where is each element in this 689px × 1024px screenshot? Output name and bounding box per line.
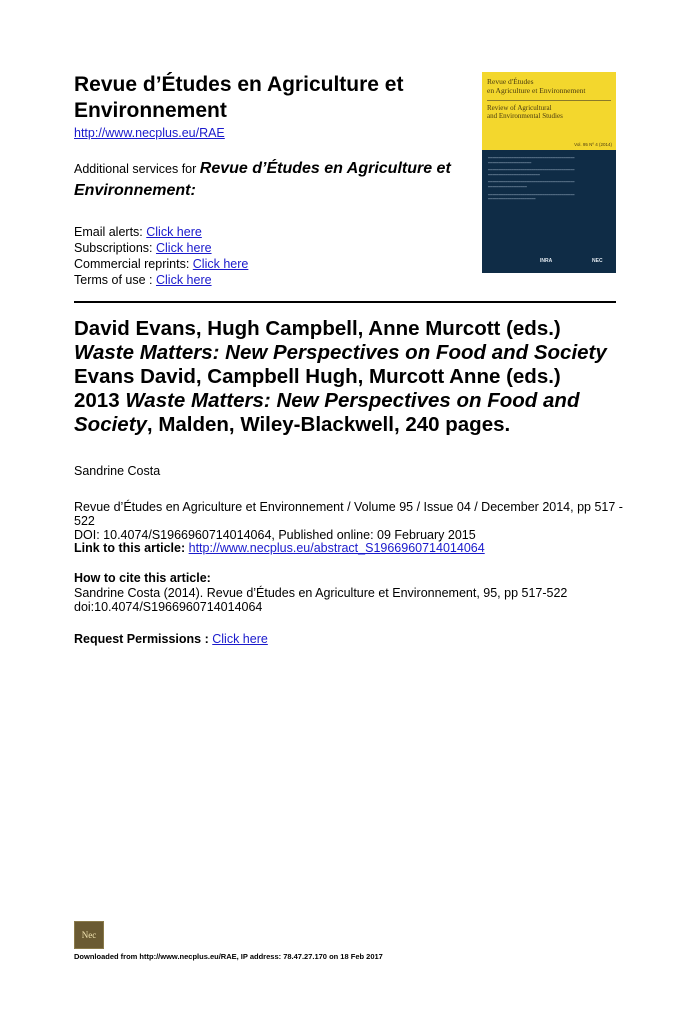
email-alerts-label: Email alerts: bbox=[74, 225, 147, 239]
cover-contents-lines: ━━━━━━━━━━━━━━━━━━━━━━━━━━━━━━━━━━━━━━━━ ━━━━━━━━━━━━━━━━━━━━ ━━━━━━━━━━━━━━━━━━━━━━━━━━━━━━━━━━━━━━━━ ━━━━━━━━━━━━━━━━━━━━━━━━ ━━━━━━━━━━━━━━━━━━━━━━━━━━━━━━━━━━━━━━━━ ━━━━━━━━━━━━━━━━━━ ━━━━━━━━━━━━━━━━━━━━━━━━━━━━━━━━━━━━━━━━ ━━━━━━━━━━━━━━━━━━━━━━ bbox=[488, 156, 575, 202]
subscriptions-row bbox=[74, 240, 248, 256]
article-author: Sandrine Costa bbox=[74, 464, 161, 478]
citation-journal-line: Revue d’Études en Agriculture et Environnement / Volume 95 / Issue 04 / December 2014, pp 517 - 522 bbox=[74, 500, 623, 528]
how-to-cite-line1: Sandrine Costa (2014). Revue d’Études en Agriculture et Environnement, 95, pp 517-522 bbox=[74, 585, 568, 600]
subscriptions-link[interactable]: Click here bbox=[155, 241, 212, 255]
cover-subtitle-line2: and Environmental Studies bbox=[487, 112, 563, 120]
header-divider bbox=[74, 301, 616, 303]
article-abstract-link[interactable]: http://www.necplus.eu/abstract_S1966960714014064 bbox=[188, 541, 485, 555]
cover-volume: Vol. 95 Nº 4 (2014) bbox=[574, 142, 612, 147]
commercial-reprints-label: Commercial reprints: bbox=[74, 257, 193, 271]
request-permissions bbox=[74, 632, 268, 646]
request-permissions-link[interactable]: Click here bbox=[212, 632, 268, 646]
cover-subtitle bbox=[487, 104, 611, 120]
necplus-logo: Nec bbox=[74, 921, 104, 949]
email-alerts-row bbox=[74, 224, 248, 240]
email-alerts-link[interactable]: Click here bbox=[146, 225, 202, 239]
services-links bbox=[74, 224, 248, 288]
additional-services bbox=[74, 158, 474, 202]
subscriptions-label: Subscriptions: bbox=[74, 241, 156, 255]
request-permissions-label: Request Permissions : bbox=[74, 632, 213, 646]
cover-title-line1: Revue d'Études bbox=[487, 77, 534, 86]
services-intro: Additional services for bbox=[74, 162, 200, 176]
journal-url-link[interactable]: http://www.necplus.eu/RAE bbox=[74, 126, 225, 140]
terms-of-use-link[interactable]: Click here bbox=[155, 273, 212, 287]
cover-header bbox=[482, 72, 616, 150]
cover-subtitle-line1: Review of Agricultural bbox=[487, 104, 552, 112]
journal-title: Revue d’Études en Agriculture et Environnement bbox=[74, 73, 404, 122]
services-journal-name: Revue d’Études en Agriculture et Environnement: bbox=[74, 160, 451, 199]
article-title-line2: Waste Matters: New Perspectives on Food and Society bbox=[74, 341, 607, 364]
article-title-line4-italic: Waste Matters: New Perspectives on Food and bbox=[125, 389, 580, 412]
terms-of-use-label: Terms of use : bbox=[74, 273, 156, 287]
commercial-reprints-row bbox=[74, 256, 248, 272]
how-to-cite-label: How to cite this article: bbox=[74, 571, 211, 585]
commercial-reprints-link[interactable]: Click here bbox=[192, 257, 249, 271]
article-citation bbox=[74, 500, 634, 542]
cover-rule bbox=[487, 100, 611, 101]
cover-nec-logo: NEC bbox=[592, 258, 603, 264]
article-title-line5-rest: , Malden, Wiley-Blackwell, 240 pages. bbox=[146, 413, 511, 436]
how-to-cite bbox=[74, 571, 634, 615]
link-to-article-label: Link to this article: bbox=[74, 541, 186, 555]
journal-cover-image bbox=[482, 72, 616, 273]
article-title-line3: Evans David, Campbell Hugh, Murcott Anne (eds.) bbox=[74, 365, 561, 388]
citation-doi-line: DOI: 10.4074/S1966960714014064, Published online: 09 February 2015 bbox=[74, 528, 476, 542]
article-title-line1: David Evans, Hugh Campbell, Anne Murcott (eds.) bbox=[74, 317, 561, 340]
article-title-line5-italic: Society bbox=[74, 413, 147, 436]
cover-inra-logo: INRA bbox=[540, 258, 553, 264]
cover-title-line2: en Agriculture et Environnement bbox=[487, 85, 586, 95]
link-to-article bbox=[74, 541, 485, 555]
how-to-cite-line2: doi:10.4074/S1966960714014064 bbox=[74, 600, 263, 614]
download-notice: Downloaded from http://www.necplus.eu/RAE, IP address: 78.47.27.170 on 18 Feb 2017 bbox=[74, 952, 383, 961]
article-title bbox=[74, 317, 624, 437]
article-title-line4-prefix: 2013 bbox=[74, 389, 126, 412]
terms-of-use-row bbox=[74, 272, 248, 288]
